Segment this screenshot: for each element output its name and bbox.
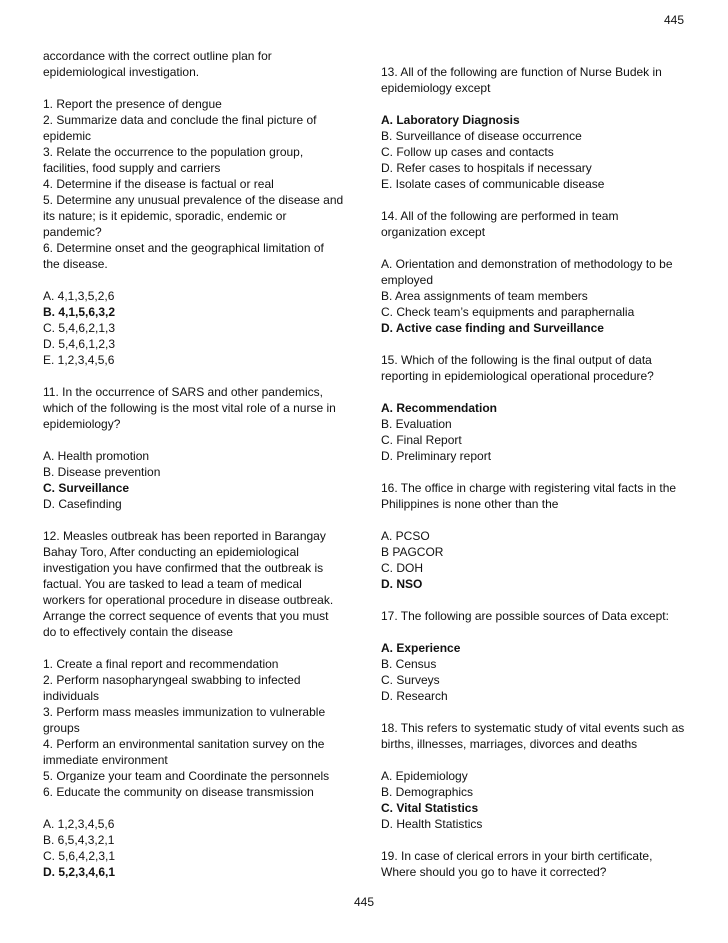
right-text-line: A. Laboratory Diagnosis bbox=[381, 113, 520, 127]
right-text-line: Where should you go to have it corrected? bbox=[381, 865, 607, 879]
right-text-line bbox=[381, 592, 686, 608]
left-text-line: Arrange the correct sequence of events that you must bbox=[43, 609, 329, 623]
right-text-line: A. Recommendation bbox=[381, 401, 498, 415]
left-text-line: 6. Determine onset and the geographical limitation of bbox=[43, 241, 324, 255]
right-text-line: B. Surveillance of disease occurrence bbox=[381, 129, 582, 143]
left-text-line: C. Surveillance bbox=[43, 481, 130, 495]
right-text-line: A. Orientation and demonstration of methodology to be bbox=[381, 257, 673, 271]
left-text-line: epidemiology? bbox=[43, 417, 121, 431]
right-text-line: C. Surveys bbox=[381, 673, 440, 687]
right-text-line: C. Vital Statistics bbox=[381, 801, 479, 815]
left-column bbox=[43, 48, 348, 880]
right-text-line: 14. All of the following are performed in team bbox=[381, 209, 619, 223]
left-text-line: epidemic bbox=[43, 129, 92, 143]
right-text-line bbox=[381, 464, 686, 480]
left-text-line: B. 4,1,5,6,3,2 bbox=[43, 305, 116, 319]
left-text-line bbox=[43, 272, 348, 288]
left-text-line: facilities, food supply and carriers bbox=[43, 161, 221, 175]
right-text-line: A. Experience bbox=[381, 641, 461, 655]
left-text-line: individuals bbox=[43, 689, 100, 703]
right-text-line: 15. Which of the following is the final output of data bbox=[381, 353, 652, 367]
right-text-line: D. Research bbox=[381, 689, 448, 703]
left-text-line bbox=[43, 80, 348, 96]
right-text-line: reporting in epidemiological operational procedure? bbox=[381, 369, 654, 383]
right-text-line: B. Census bbox=[381, 657, 437, 671]
left-text-line: 5. Organize your team and Coordinate the personnels bbox=[43, 769, 330, 783]
right-text-line: C. Follow up cases and contacts bbox=[381, 145, 554, 159]
right-text-line: A. Epidemiology bbox=[381, 769, 468, 783]
right-text-line: 17. The following are possible sources of Data except: bbox=[381, 609, 669, 623]
right-text-line bbox=[381, 512, 686, 528]
right-column bbox=[381, 64, 686, 880]
right-text-line bbox=[381, 752, 686, 768]
right-text-line: organization except bbox=[381, 225, 486, 239]
left-text-line: 2. Summarize data and conclude the final picture of bbox=[43, 113, 317, 127]
left-text-line: epidemiological investigation. bbox=[43, 65, 200, 79]
left-text-line bbox=[43, 800, 348, 816]
left-text-line: which of the following is the most vital role of a nurse in bbox=[43, 401, 336, 415]
right-text-line bbox=[381, 192, 686, 208]
left-text-line: do to effectively contain the disease bbox=[43, 625, 233, 639]
left-text-line: D. Casefinding bbox=[43, 497, 122, 511]
left-text-line: B. 6,5,4,3,2,1 bbox=[43, 833, 115, 847]
right-text-line: D. NSO bbox=[381, 577, 423, 591]
right-text-line bbox=[381, 384, 686, 400]
left-text-line: accordance with the correct outline plan for bbox=[43, 49, 272, 63]
left-text-line: immediate environment bbox=[43, 753, 168, 767]
left-text-line: workers for operational procedure in disease outbreak. bbox=[43, 593, 334, 607]
left-text-line: investigation you have confirmed that the outbreak is bbox=[43, 561, 324, 575]
right-text-line: Philippines is none other than the bbox=[381, 497, 559, 511]
right-text-line: D. Health Statistics bbox=[381, 817, 483, 831]
left-text-line bbox=[43, 512, 348, 528]
page-number-bottom: 445 bbox=[353, 895, 375, 909]
left-text-line: C. 5,6,4,2,3,1 bbox=[43, 849, 116, 863]
right-text-line: B. Area assignments of team members bbox=[381, 289, 588, 303]
right-text-line bbox=[381, 832, 686, 848]
right-text-line: B PAGCOR bbox=[381, 545, 444, 559]
left-text-line: 6. Educate the community on disease transmission bbox=[43, 785, 314, 799]
right-text-line: 19. In case of clerical errors in your birth certificate, bbox=[381, 849, 653, 863]
right-text-line: births, illnesses, marriages, divorces and deaths bbox=[381, 737, 638, 751]
left-text-line: 1. Report the presence of dengue bbox=[43, 97, 222, 111]
left-text-line: pandemic? bbox=[43, 225, 102, 239]
right-text-line: A. PCSO bbox=[381, 529, 430, 543]
right-text-line: 16. The office in charge with registering vital facts in the bbox=[381, 481, 677, 495]
left-text-line: 3. Relate the occurrence to the population group, bbox=[43, 145, 304, 159]
right-text-line bbox=[381, 336, 686, 352]
left-text-line: 2. Perform nasopharyngeal swabbing to infected bbox=[43, 673, 301, 687]
left-text-line: E. 1,2,3,4,5,6 bbox=[43, 353, 115, 367]
left-text-line: 12. Measles outbreak has been reported in Barangay bbox=[43, 529, 326, 543]
right-text-line: C. DOH bbox=[381, 561, 423, 575]
left-text-line: C. 5,4,6,2,1,3 bbox=[43, 321, 116, 335]
right-text-line: 13. All of the following are function of Nurse Budek in bbox=[381, 65, 662, 79]
right-text-line: B. Evaluation bbox=[381, 417, 452, 431]
left-text-line bbox=[43, 432, 348, 448]
left-text-line: the disease. bbox=[43, 257, 108, 271]
left-text-line bbox=[43, 640, 348, 656]
right-text-line: 18. This refers to systematic study of vital events such as bbox=[381, 721, 685, 735]
right-text-line: epidemiology except bbox=[381, 81, 491, 95]
page-number-top: 445 bbox=[663, 13, 684, 27]
right-text-line bbox=[381, 96, 686, 112]
left-text-line: 5. Determine any unusual prevalence of the disease and bbox=[43, 193, 344, 207]
left-text-line: A. Health promotion bbox=[43, 449, 150, 463]
left-text-line: Bahay Toro, After conducting an epidemiological bbox=[43, 545, 299, 559]
left-text-line: 1. Create a final report and recommendation bbox=[43, 657, 279, 671]
right-text-line: C. Check team’s equipments and paraphernalia bbox=[381, 305, 635, 319]
left-text-line: 11. In the occurrence of SARS and other pandemics, bbox=[43, 385, 323, 399]
left-text-line: B. Disease prevention bbox=[43, 465, 161, 479]
right-text-line: D. Preliminary report bbox=[381, 449, 492, 463]
right-text-line: C. Final Report bbox=[381, 433, 462, 447]
left-text-line: A. 4,1,3,5,2,6 bbox=[43, 289, 115, 303]
right-text-line: employed bbox=[381, 273, 434, 287]
left-text-line: groups bbox=[43, 721, 80, 735]
right-text-line: B. Demographics bbox=[381, 785, 474, 799]
left-text-line bbox=[43, 368, 348, 384]
right-text-line bbox=[381, 704, 686, 720]
right-text-line bbox=[381, 240, 686, 256]
left-text-line: D. 5,2,3,4,6,1 bbox=[43, 865, 116, 879]
right-text-line bbox=[381, 624, 686, 640]
right-text-line: D. Refer cases to hospitals if necessary bbox=[381, 161, 592, 175]
left-text-line: D. 5,4,6,1,2,3 bbox=[43, 337, 116, 351]
left-text-line: 3. Perform mass measles immunization to vulnerable bbox=[43, 705, 326, 719]
left-text-line: A. 1,2,3,4,5,6 bbox=[43, 817, 115, 831]
left-text-line: 4. Determine if the disease is factual or real bbox=[43, 177, 274, 191]
left-text-line: factual. You are tasked to lead a team of medical bbox=[43, 577, 302, 591]
left-text-line: its nature; is it epidemic, sporadic, endemic or bbox=[43, 209, 287, 223]
left-text-line: 4. Perform an environmental sanitation survey on the bbox=[43, 737, 325, 751]
right-text-line: D. Active case finding and Surveillance bbox=[381, 321, 604, 335]
right-text-line: E. Isolate cases of communicable disease bbox=[381, 177, 605, 191]
